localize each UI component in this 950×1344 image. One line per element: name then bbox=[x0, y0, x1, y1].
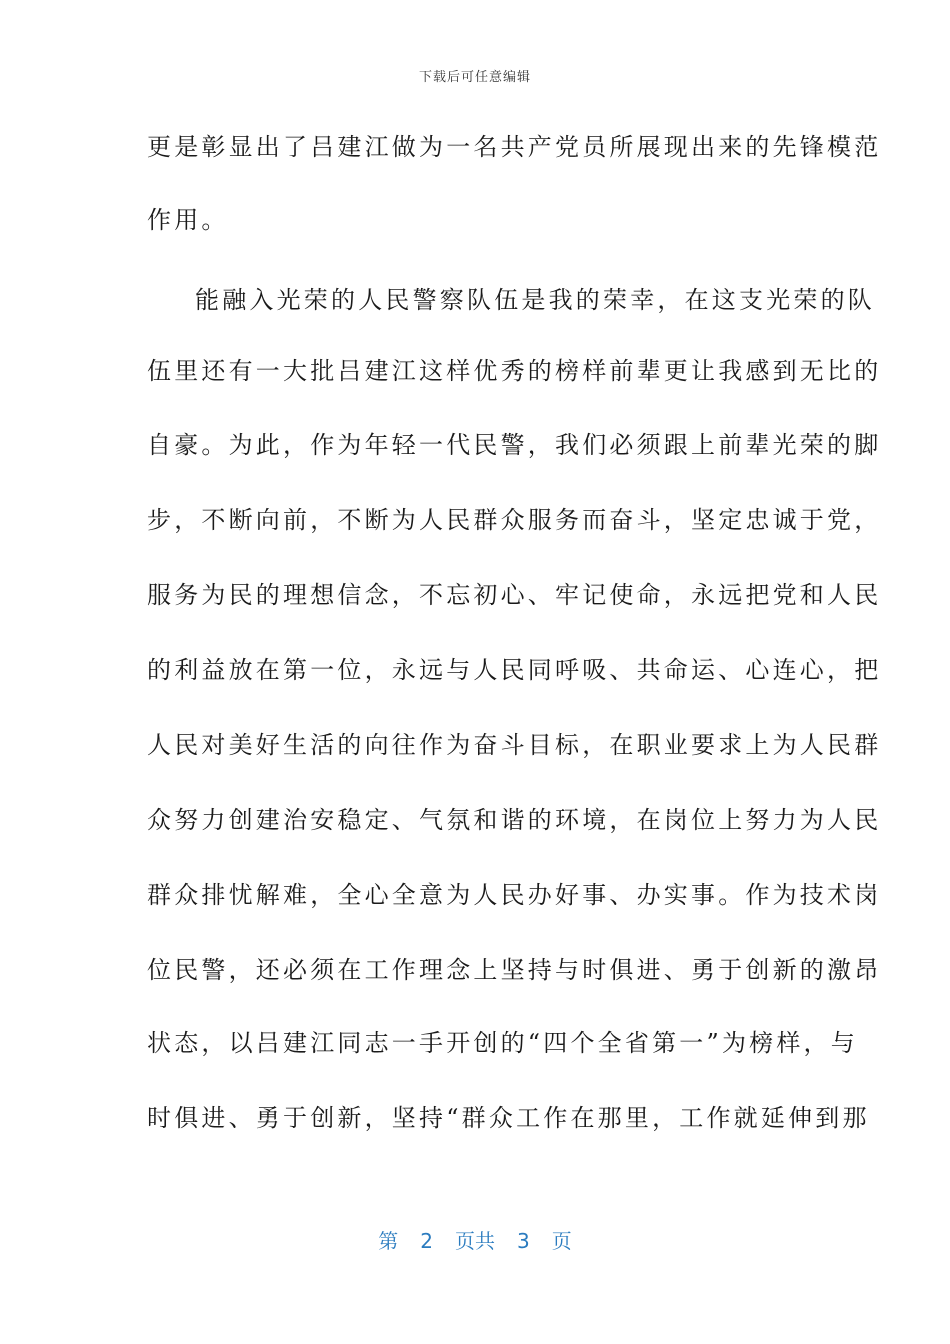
text-line: 的利益放在第一位，永远与人民同呼吸、共命运、心连心，把 bbox=[147, 656, 882, 684]
page-header: 下载后可任意编辑 bbox=[418, 70, 531, 85]
text-line: 自豪。为此，作为年轻一代民警，我们必须跟上前辈光荣的脚 bbox=[147, 431, 882, 459]
page-number-footer bbox=[0, 1225, 950, 1254]
text-line: 群众排忧解难，全心全意为人民办好事、办实事。作为技术岗 bbox=[147, 881, 882, 909]
text-line: 服务为民的理想信念，不忘初心、牢记使命，永远把党和人民 bbox=[147, 581, 882, 609]
text-line: 位民警，还必须在工作理念上坚持与时俱进、勇于创新的激昂 bbox=[147, 956, 882, 984]
footer-middle: 页共 bbox=[455, 1229, 495, 1253]
text-line: 众努力创建治安稳定、气氛和谐的环境，在岗位上努力为人民 bbox=[147, 806, 882, 834]
text-line: 伍里还有一大批吕建江这样优秀的榜样前辈更让我感到无比的 bbox=[147, 357, 882, 385]
text-line: 更是彰显出了吕建江做为一名共产党员所展现出来的先锋模范 bbox=[147, 133, 882, 161]
text-line: 步，不断向前，不断为人民群众服务而奋斗，坚定忠诚于党， bbox=[147, 506, 882, 534]
text-line: 人民对美好生活的向往作为奋斗目标，在职业要求上为人民群 bbox=[147, 731, 882, 759]
current-page-number: 2 bbox=[420, 1229, 433, 1253]
total-pages-number: 3 bbox=[517, 1229, 530, 1253]
text-line: 状态，以吕建江同志一手开创的“四个全省第一”为榜样，与 bbox=[147, 1029, 858, 1057]
paragraph-first-line: 能融入光荣的人民警察队伍是我的荣幸，在这支光荣的队 bbox=[195, 286, 875, 314]
text-line: 时俱进、勇于创新，坚持“群众工作在那里，工作就延伸到那 bbox=[147, 1104, 870, 1132]
footer-suffix: 页 bbox=[551, 1229, 572, 1253]
footer-prefix: 第 bbox=[378, 1229, 399, 1253]
text-line: 作用。 bbox=[147, 206, 229, 234]
